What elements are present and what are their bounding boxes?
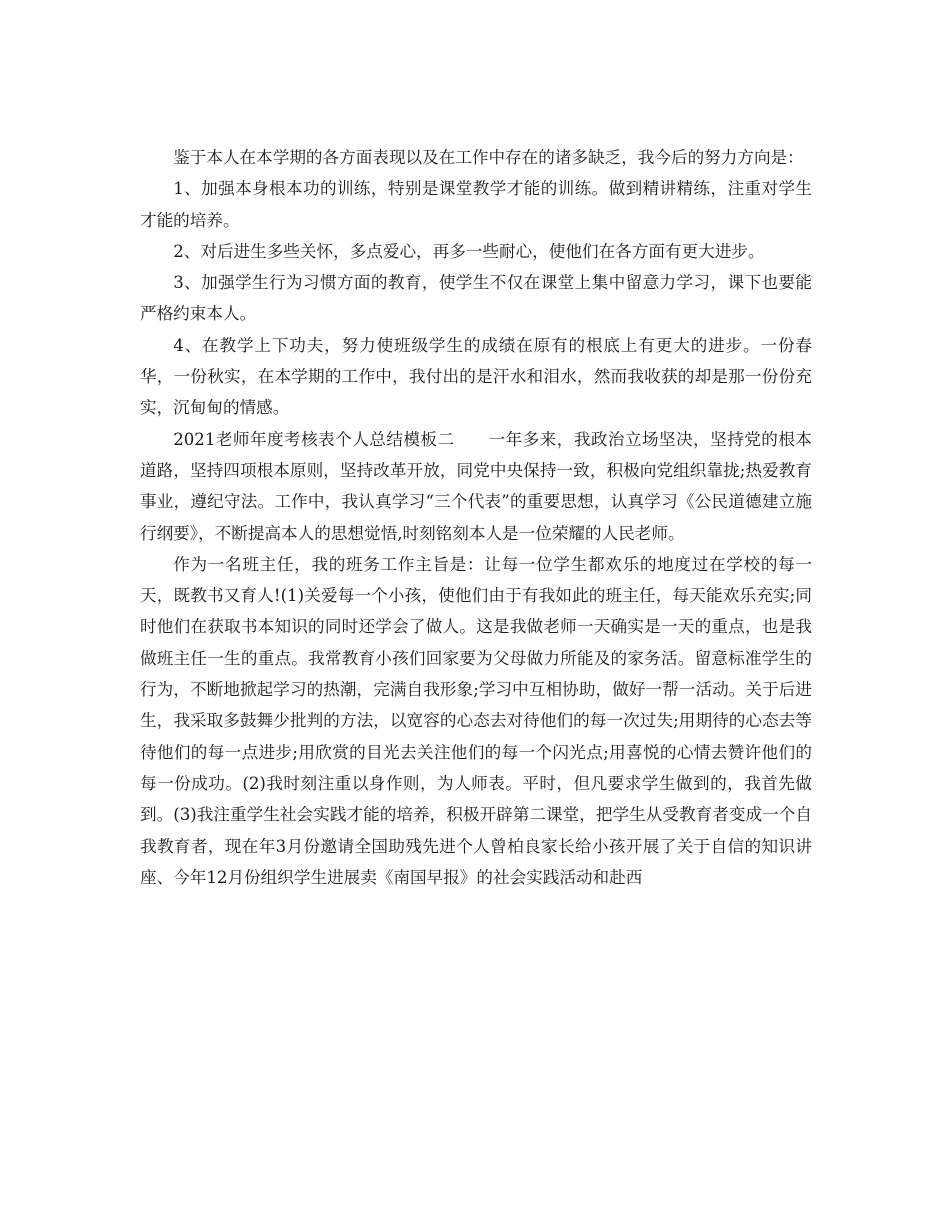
paragraph-class-teacher: 作为一名班主任，我的班务工作主旨是：让每一位学生都欢乐的地度过在学校的每一天，既教书又育人!(1)关爱每一个小孩，使他们由于有我如此的班主任，每天能欢乐充实;同时他们在获取书本知识的同时还学会了做人。这是我做老师一天确实是一天的重点，也是我做班主任一生的重点。我常教育小孩们回家要为父母做力所能及的家务活。留意标准学生的行为，不断地掀起学习的热潮，完满自我形象;学习中互相协助，做好一帮一活动。关于后进生，我采取多鼓舞少批判的方法，以宽容的心态去对待他们的每一次过失;用期待的心态去等待他们的每一点进步;用欣赏的目光去关注他们的每一个闪光点;用喜悦的心情去赞许他们的每一份成功。(2)我时刻注重以身作则，为人师表。平时，但凡要求学生做到的，我首先做到。(3)我注重学生社会实践才能的培养，积极开辟第二课堂，把学生从受教育者变成一个自我教育者，现在年3月份邀请全国助残先进个人曾柏良家长给小孩开展了关于自信的知识讲座、今年12月份组织学生进展卖《南国早报》的社会实践活动和赴西: [140, 554, 812, 887]
paragraph-point-1: 1、加强本身根本功的训练，特别是课堂教学才能的训练。做到精讲精练，注重对学生才能的培养。: [140, 179, 812, 230]
document-body: [140, 142, 812, 893]
paragraph-intro: 鉴于本人在本学期的各方面表现以及在工作中存在的诸多缺乏，我今后的努力方向是：: [173, 148, 804, 167]
paragraph-point-4: 4、在教学上下功夫，努力使班级学生的成绩在原有的根底上有更大的进步。一份春华，一份秋实，在本学期的工作中，我付出的是汗水和泪水，然而我收获的却是那一份份充实，沉甸甸的情感。: [140, 335, 812, 418]
paragraph-point-3: 3、加强学生行为习惯方面的教育，使学生不仅在课堂上集中留意力学习，课下也要能严格约束本人。: [140, 273, 812, 324]
paragraph-point-2: 2、对后进生多些关怀，多点爱心，再多一些耐心，使他们在各方面有更大进步。: [173, 241, 765, 261]
paragraph-template-two: 2021老师年度考核表个人总结模板二 一年多来，我政治立场坚决，坚持党的根本道路，坚持四项根本原则，坚持改革开放，同党中央保持一致，积极向党组织靠拢;热爱教育事业，遵纪守法。工作中，我认真学习“三个代表”的重要思想，认真学习《公民道德建立施行纲要》，不断提高本人的思想觉悟,时刻铭刻本人是一位荣耀的人民老师。: [140, 429, 812, 543]
